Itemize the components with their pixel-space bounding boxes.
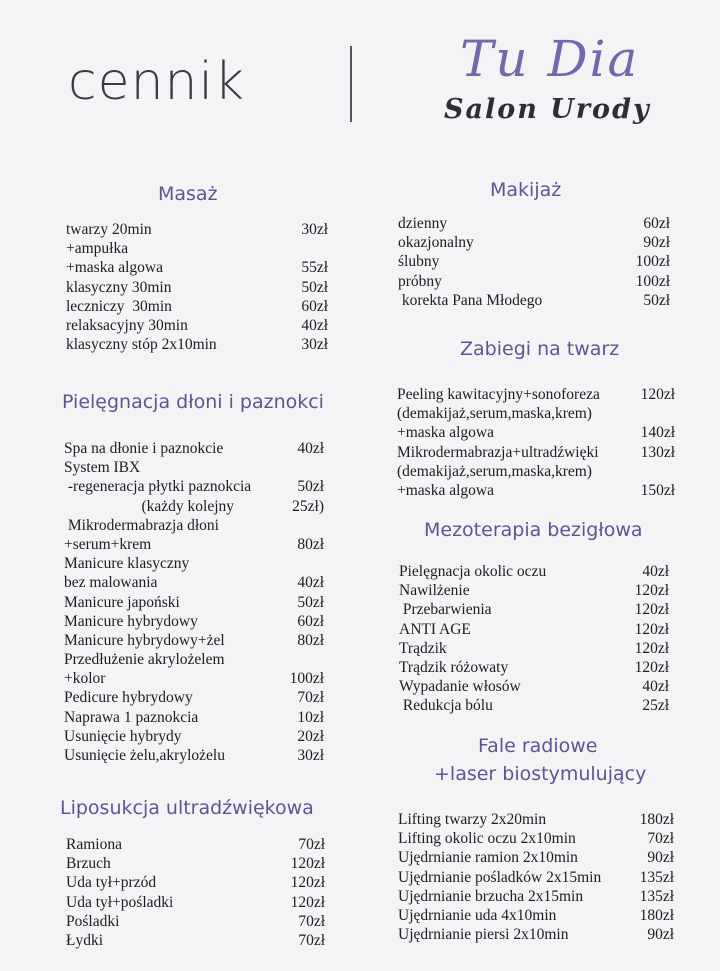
price-row bbox=[66, 240, 326, 259]
service-name: Nawilżenie bbox=[399, 582, 470, 600]
price-row bbox=[397, 463, 677, 482]
service-name: (każdy kolejny bbox=[64, 497, 235, 515]
price-row bbox=[64, 613, 324, 632]
service-name: +ampułka bbox=[66, 240, 129, 258]
service-price: 50zł bbox=[297, 478, 324, 496]
price-row bbox=[398, 869, 678, 888]
service-name: Trądzik różowaty bbox=[399, 658, 509, 676]
price-row bbox=[66, 279, 326, 298]
service-name: (demakijaż,serum,maska,krem) bbox=[397, 405, 592, 423]
price-row bbox=[66, 894, 326, 913]
service-name: Uda tył+pośladki bbox=[66, 893, 174, 911]
service-price: 40zł bbox=[297, 574, 324, 592]
service-name: Mikrodermabrazja dłoni bbox=[64, 516, 219, 534]
service-name: Usunięcie żelu,akrylożelu bbox=[64, 747, 225, 764]
service-price: 55zł bbox=[301, 259, 328, 277]
price-row bbox=[64, 440, 324, 459]
service-name: Ujędrnianie piersi 2x10min bbox=[398, 926, 569, 944]
service-price: 180zł bbox=[639, 811, 674, 828]
section-fale bbox=[398, 811, 678, 945]
service-name: Pedicure hybrydowy bbox=[64, 689, 193, 707]
service-price: 70zł bbox=[297, 689, 324, 707]
price-row bbox=[64, 536, 324, 555]
service-name: Ramiona bbox=[66, 836, 122, 853]
section-twarz bbox=[397, 386, 677, 501]
price-row bbox=[398, 849, 678, 868]
price-row bbox=[66, 836, 326, 855]
service-price: 50zł bbox=[297, 593, 324, 611]
price-row bbox=[399, 563, 679, 582]
service-name: próbny bbox=[398, 272, 442, 290]
price-row bbox=[64, 651, 324, 670]
price-row bbox=[64, 747, 324, 766]
service-name: Trądzik bbox=[399, 639, 447, 657]
service-name: Pośladki bbox=[66, 912, 120, 930]
service-name: leczniczy 30min bbox=[66, 297, 172, 315]
price-row bbox=[399, 582, 679, 601]
service-name: Usunięcie hybrydy bbox=[64, 727, 182, 745]
service-price: 140zł bbox=[640, 424, 675, 442]
price-row bbox=[64, 594, 324, 613]
price-row bbox=[66, 259, 326, 278]
service-price: 120zł bbox=[634, 601, 669, 619]
price-row bbox=[64, 632, 324, 651]
salon-logo-script: Tu Dia bbox=[460, 30, 640, 88]
service-name: Ujędrnianie ramion 2x10min bbox=[398, 849, 578, 867]
service-price: 120zł bbox=[634, 582, 669, 600]
service-price: 40zł bbox=[642, 678, 669, 696]
price-row bbox=[398, 907, 678, 926]
service-price: 60zł bbox=[301, 297, 328, 315]
price-row bbox=[399, 697, 679, 716]
price-row bbox=[66, 221, 326, 240]
service-price: 135zł bbox=[639, 868, 674, 886]
section-masaz bbox=[66, 221, 326, 355]
service-price: 120zł bbox=[640, 386, 675, 403]
service-price: 120zł bbox=[290, 893, 325, 911]
service-price: 150zł bbox=[640, 481, 675, 499]
service-name: +maska algowa bbox=[397, 481, 494, 499]
header-divider bbox=[350, 46, 352, 122]
price-row bbox=[398, 888, 678, 907]
heading-fale-line2: +laser biostymulujący bbox=[434, 763, 647, 785]
price-row bbox=[397, 386, 677, 405]
service-name: +maska algowa bbox=[397, 424, 494, 442]
service-price: 80zł bbox=[297, 631, 324, 649]
price-row bbox=[64, 498, 324, 517]
price-row bbox=[399, 621, 679, 640]
service-price: 70zł bbox=[298, 836, 325, 853]
service-price: 100zł bbox=[289, 670, 324, 688]
price-row bbox=[64, 728, 324, 747]
price-row bbox=[66, 913, 326, 932]
page-title: cennik bbox=[68, 52, 246, 112]
heading-mezoterapia: Mezoterapia bezigłowa bbox=[424, 519, 643, 541]
service-name: Ujędrnianie uda 4x10min bbox=[398, 906, 557, 924]
service-name: Wypadanie włosów bbox=[399, 678, 521, 696]
price-row bbox=[399, 601, 679, 620]
heading-fale-line1: Fale radiowe bbox=[478, 735, 598, 757]
service-name: klasyczny stóp 2x10min bbox=[66, 336, 217, 354]
service-price: 40zł bbox=[642, 563, 669, 580]
service-price: 10zł bbox=[297, 708, 324, 726]
service-price: 40zł bbox=[297, 440, 324, 457]
service-price: 90zł bbox=[647, 926, 674, 944]
service-name: korekta Pana Młodego bbox=[398, 291, 543, 309]
service-name: Spa na dłonie i paznokcie bbox=[64, 440, 224, 457]
price-row bbox=[64, 689, 324, 708]
price-row bbox=[398, 215, 678, 234]
price-row bbox=[399, 640, 679, 659]
price-row bbox=[398, 234, 678, 253]
service-name: Manicure hybrydowy+żel bbox=[64, 631, 225, 649]
section-liposukcja bbox=[66, 836, 326, 951]
price-row bbox=[66, 298, 326, 317]
price-row bbox=[398, 273, 678, 292]
service-name: Ujędrnianie brzucha 2x15min bbox=[398, 887, 584, 905]
price-row bbox=[399, 659, 679, 678]
service-name: ANTI AGE bbox=[399, 620, 471, 638]
price-row bbox=[64, 709, 324, 728]
price-row bbox=[64, 670, 324, 689]
service-name: Mikrodermabrazja+ultradźwięki bbox=[397, 443, 599, 461]
service-name: Manicure hybrydowy bbox=[64, 612, 198, 630]
price-row bbox=[397, 405, 677, 424]
price-row bbox=[398, 253, 678, 272]
service-name: Przebarwienia bbox=[399, 601, 492, 619]
service-price: 180zł bbox=[639, 906, 674, 924]
price-row bbox=[398, 811, 678, 830]
service-price: 90zł bbox=[643, 234, 670, 252]
price-row bbox=[398, 830, 678, 849]
service-price: 90zł bbox=[647, 849, 674, 867]
salon-logo-subtitle: Salon Urody bbox=[444, 94, 651, 125]
price-row bbox=[64, 459, 324, 478]
service-name: Lifting okolic oczu 2x10min bbox=[398, 830, 576, 848]
service-price: 100zł bbox=[635, 272, 670, 290]
service-name: Uda tył+przód bbox=[66, 874, 157, 892]
price-row bbox=[397, 424, 677, 443]
service-name: Naprawa 1 paznokcia bbox=[64, 708, 199, 726]
price-row bbox=[66, 317, 326, 336]
service-name: +maska algowa bbox=[66, 259, 163, 277]
price-row bbox=[64, 574, 324, 593]
service-price: 120zł bbox=[634, 639, 669, 657]
heading-masaz: Masaż bbox=[158, 183, 218, 205]
heading-twarz: Zabiegi na twarz bbox=[460, 338, 620, 360]
service-name: Lifting twarzy 2x20min bbox=[398, 811, 547, 828]
service-price: 120zł bbox=[634, 620, 669, 638]
heading-dlonie: Pielęgnacja dłoni i paznokci bbox=[62, 391, 324, 413]
service-price: 50zł bbox=[301, 278, 328, 296]
service-price: 40zł bbox=[301, 316, 328, 334]
price-row bbox=[66, 932, 326, 951]
section-dlonie bbox=[64, 440, 324, 766]
service-name: relaksacyjny 30min bbox=[66, 316, 188, 334]
service-price: 30zł bbox=[301, 336, 328, 354]
service-name: Brzuch bbox=[66, 855, 111, 873]
service-name: ślubny bbox=[398, 253, 440, 271]
service-name: Manicure klasyczny bbox=[64, 555, 190, 573]
service-name: twarzy 20min bbox=[66, 221, 152, 238]
price-row bbox=[64, 555, 324, 574]
service-name: Łydki bbox=[66, 931, 104, 949]
service-name: okazjonalny bbox=[398, 234, 474, 252]
price-row bbox=[398, 926, 678, 945]
service-name: Redukcja bólu bbox=[399, 697, 493, 715]
service-price: 30zł bbox=[301, 221, 328, 238]
service-name: Pielęgnacja okolic oczu bbox=[399, 563, 547, 580]
service-name: bez malowania bbox=[64, 574, 158, 592]
section-makijaz bbox=[398, 215, 678, 311]
price-row bbox=[66, 336, 326, 355]
service-price: 135zł bbox=[639, 887, 674, 905]
service-name: Peeling kawitacyjny+sonoforeza bbox=[397, 386, 600, 403]
service-name: klasyczny 30min bbox=[66, 278, 172, 296]
service-price: 25zł) bbox=[292, 497, 324, 515]
service-price: 60zł bbox=[643, 215, 670, 232]
price-row bbox=[66, 855, 326, 874]
service-name: System IBX bbox=[64, 459, 141, 477]
price-row bbox=[399, 678, 679, 697]
service-name: -regeneracja płytki paznokcia bbox=[64, 478, 252, 496]
service-price: 70zł bbox=[298, 912, 325, 930]
service-name: Ujędrnianie pośladków 2x15min bbox=[398, 868, 602, 886]
price-row bbox=[64, 478, 324, 497]
service-name: Przedłużenie akrylożelem bbox=[64, 651, 225, 669]
service-name: +kolor bbox=[64, 670, 106, 688]
price-row bbox=[397, 444, 677, 463]
price-row bbox=[398, 292, 678, 311]
service-price: 60zł bbox=[297, 612, 324, 630]
service-name: dzienny bbox=[398, 215, 448, 232]
service-price: 130zł bbox=[640, 443, 675, 461]
price-row bbox=[64, 517, 324, 536]
service-price: 25zł bbox=[642, 697, 669, 715]
heading-liposukcja: Liposukcja ultradźwiękowa bbox=[60, 797, 314, 819]
service-price: 30zł bbox=[297, 747, 324, 764]
service-price: 120zł bbox=[290, 874, 325, 892]
service-price: 70zł bbox=[298, 931, 325, 949]
service-name: +serum+krem bbox=[64, 535, 152, 553]
heading-makijaz: Makijaż bbox=[490, 179, 562, 201]
service-price: 70zł bbox=[647, 830, 674, 848]
service-name: (demakijaż,serum,maska,krem) bbox=[397, 462, 592, 480]
service-price: 100zł bbox=[635, 253, 670, 271]
price-row bbox=[66, 874, 326, 893]
service-price: 80zł bbox=[297, 535, 324, 553]
price-row bbox=[397, 482, 677, 501]
service-price: 20zł bbox=[297, 727, 324, 745]
section-mezoterapia bbox=[399, 563, 679, 717]
service-price: 120zł bbox=[634, 658, 669, 676]
service-price: 120zł bbox=[290, 855, 325, 873]
service-name: Manicure japoński bbox=[64, 593, 180, 611]
service-price: 50zł bbox=[643, 291, 670, 309]
